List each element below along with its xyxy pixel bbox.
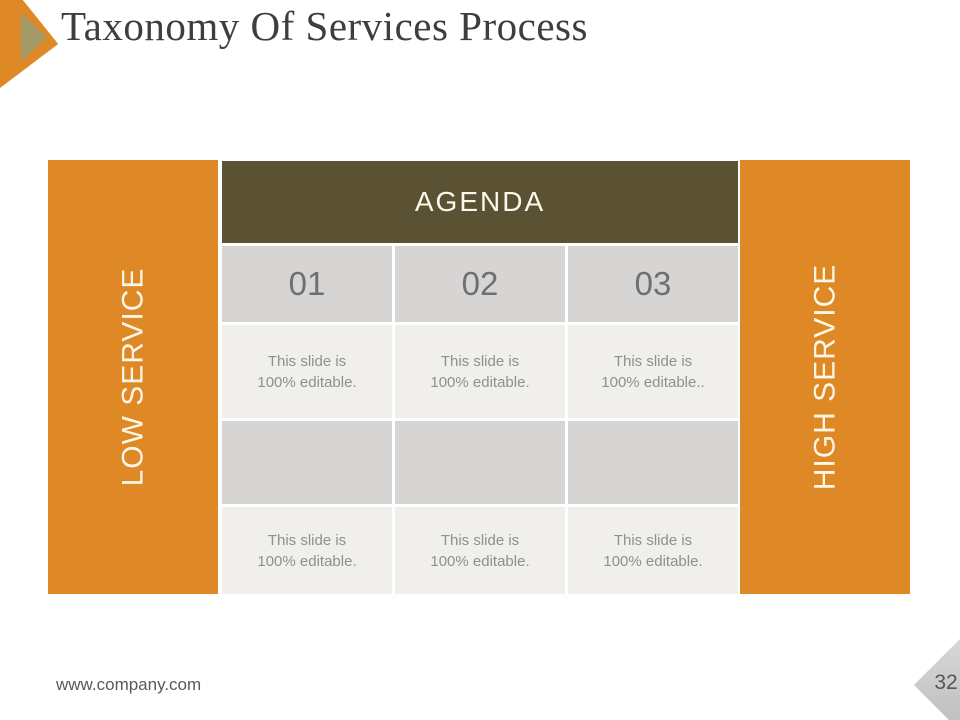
- page-number: 32: [934, 671, 958, 694]
- low-service-panel: [48, 160, 218, 594]
- table-cell-text-row2-col2: This slide is 100% editable.: [395, 507, 565, 594]
- footer-url: www.company.com: [56, 675, 202, 694]
- table-cell-text-row1-col2: This slide is 100% editable.: [395, 325, 565, 418]
- high-service-label: HIGH SERVICE: [808, 263, 841, 491]
- table-cell-text-row2-col3: This slide is 100% editable.: [568, 507, 738, 594]
- table-cell-empty-col3: [568, 421, 738, 504]
- table-cell-number-03: 03: [568, 246, 738, 322]
- low-service-label: LOW SERVICE: [116, 267, 149, 487]
- page-title: Taxonomy Of Services Process: [61, 3, 588, 49]
- table-cell-text-row1-col3: This slide is 100% editable..: [568, 325, 738, 418]
- table-cell-number-02: 02: [395, 246, 565, 322]
- table-cell-empty-col2: [395, 421, 565, 504]
- table-cell-number-01: 01: [222, 246, 392, 322]
- table-cell-empty-col1: [222, 421, 392, 504]
- table-header-agenda: AGENDA: [222, 161, 738, 243]
- table-cell-text-row2-col1: This slide is 100% editable.: [222, 507, 392, 594]
- agenda-table: [222, 161, 738, 594]
- high-service-panel: [740, 160, 910, 594]
- table-cell-text-row1-col1: This slide is 100% editable.: [222, 325, 392, 418]
